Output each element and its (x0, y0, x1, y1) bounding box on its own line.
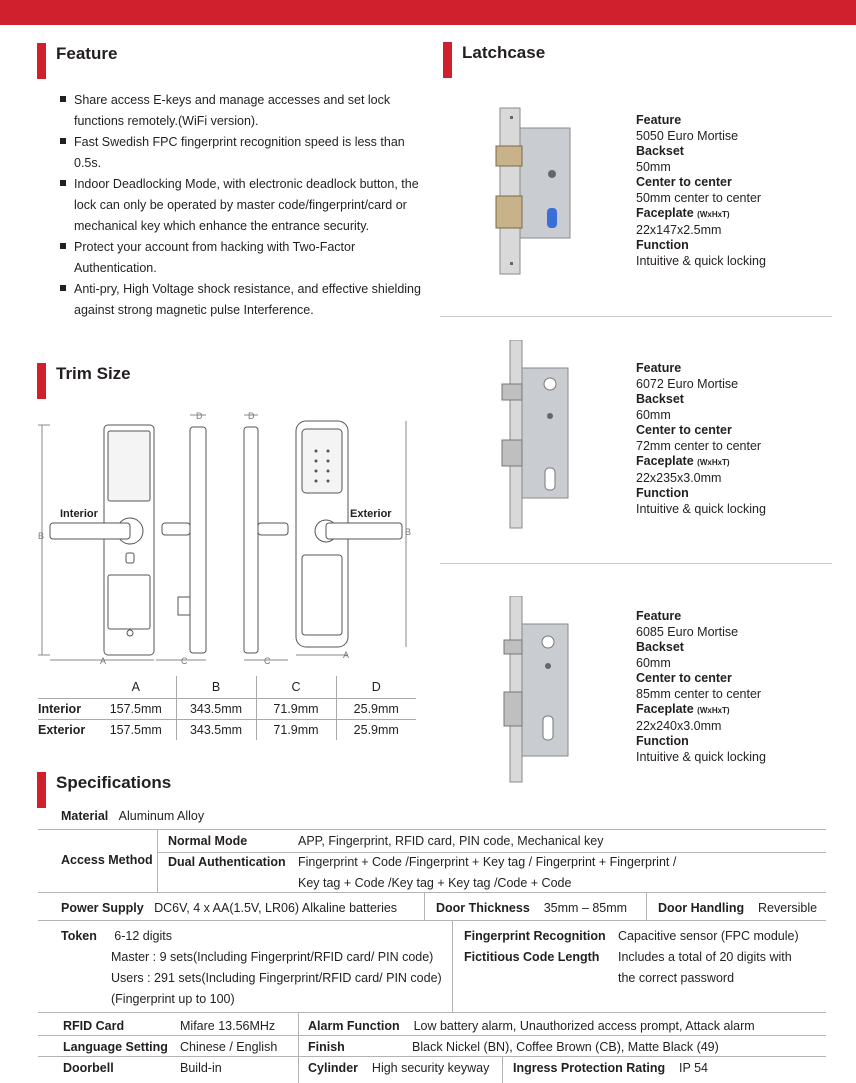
language-label: Language Setting (63, 1040, 168, 1054)
spec-value: 50mm center to center (636, 190, 762, 205)
rule (157, 829, 158, 892)
door-handling-label: Door Handling (658, 901, 745, 915)
rfid-value: Mifare 13.56MHz (180, 1019, 276, 1033)
feature-item: Fast Swedish FPC fingerprint recognition speed is less than 0.5s. (60, 132, 430, 174)
finish-value: Black Nickel (BN), Coffee Brown (CB), Matte Black (49) (412, 1040, 719, 1054)
dim-c-label: C (264, 656, 271, 666)
normal-mode-label: Normal Mode (168, 834, 248, 848)
table-header: A (131, 679, 140, 694)
table-header: D (336, 676, 416, 698)
section-accent-bar (37, 43, 46, 79)
finish-label: Finish (308, 1040, 345, 1054)
latchcase-6072-image (494, 340, 574, 530)
dual-auth-value-2: Key tag + Code /Key tag + Key tag /Code + Code (298, 876, 572, 890)
normal-mode-value: APP, Fingerprint, RFID card, PIN code, Mechanical key (298, 834, 604, 848)
latchcase-section-header (443, 42, 545, 78)
alarm-label: Alarm Function (308, 1019, 400, 1033)
dim-a-label: A (100, 656, 107, 666)
rule (38, 1056, 826, 1057)
fp-recognition-value: Capacitive sensor (FPC module) (618, 929, 799, 943)
table-cell: 25.9mm (336, 698, 416, 719)
feature-list (60, 90, 430, 321)
top-red-band (0, 0, 856, 25)
cylinder-label: Cylinder (308, 1061, 359, 1075)
spec-value: 72mm center to center (636, 438, 762, 453)
dim-b-label: B (38, 531, 45, 541)
spec-label: Center to center (636, 175, 732, 189)
latchcase-title: Latchcase (462, 43, 546, 62)
dim-b-label: B (405, 527, 412, 537)
power-label: Power Supply (61, 901, 144, 915)
spec-label: Center to center (636, 423, 732, 437)
fp-recognition-label: Fingerprint Recognition (464, 929, 606, 943)
alarm-value: Low battery alarm, Unauthorized access prompt, Attack alarm (413, 1019, 755, 1033)
access-method-label: Access Method (61, 853, 153, 867)
feature-title: Feature (56, 44, 118, 63)
spec-value: 22x147x2.5mm (636, 222, 722, 237)
latchcase-specs-2 (636, 361, 766, 517)
fingerprint-limit: (Fingerprint up to 100) (111, 992, 235, 1006)
specs-section-header (37, 772, 171, 808)
trim-size-drawing (38, 405, 418, 667)
spec-label: Feature (636, 361, 682, 375)
token-value: 6-12 digits (114, 929, 172, 943)
table-row (38, 719, 416, 740)
cylinder-value: High security keyway (371, 1061, 490, 1075)
fictitious-code-value-2: the correct password (618, 971, 735, 985)
material-value: Aluminum Alloy (118, 809, 205, 823)
spec-label: Center to center (636, 671, 732, 685)
trim-section-header (37, 363, 131, 399)
trim-title: Trim Size (56, 364, 131, 383)
door-thickness-label: Door Thickness (436, 901, 530, 915)
door-thickness-value: 35mm – 85mm (543, 901, 628, 915)
rfid-label: RFID Card (63, 1019, 125, 1033)
rule (157, 852, 826, 853)
fictitious-code-label: Fictitious Code Length (464, 950, 600, 964)
spec-value: 60mm (636, 655, 671, 670)
rule (424, 892, 425, 920)
power-value: DC6V, 4 x AA(1.5V, LR06) Alkaline batteries (154, 901, 398, 915)
latchcase-6085-image (500, 596, 580, 786)
spec-label: Faceplate (636, 206, 694, 220)
spec-value: 6085 Euro Mortise (636, 624, 739, 639)
table-cell: 71.9mm (256, 719, 336, 740)
spec-label: Backset (636, 640, 684, 654)
spec-value: 6072 Euro Mortise (636, 376, 739, 391)
rule (38, 920, 826, 921)
spec-label: Function (636, 734, 689, 748)
row-label: Exterior (38, 719, 96, 740)
fictitious-code-value-1: Includes a total of 20 digits with (618, 950, 792, 964)
spec-label: Faceplate (636, 454, 694, 468)
spec-value: 22x235x3.0mm (636, 470, 722, 485)
spec-label: Feature (636, 113, 682, 127)
door-handling-value: Reversible (758, 901, 818, 915)
spec-value: 60mm (636, 407, 671, 422)
divider (440, 563, 832, 564)
dual-auth-label: Dual Authentication (168, 855, 286, 869)
feature-item: Anti-pry, High Voltage shock resistance, and effective shielding against strong magnetic pulse Interference. (60, 279, 430, 321)
latchcase-specs-3 (636, 609, 766, 765)
spec-label: Backset (636, 144, 684, 158)
dim-a-label: A (343, 650, 350, 660)
dim-d-label: D (196, 411, 203, 421)
spec-value: Intuitive & quick locking (636, 501, 766, 516)
spec-value: 22x240x3.0mm (636, 718, 722, 733)
language-value: Chinese / English (180, 1040, 278, 1054)
spec-unit: (WxHxT) (697, 706, 730, 715)
spec-value: 50mm (636, 159, 671, 174)
user-sets: Users : 291 sets(Including Fingerprint/RFID card/ PIN code) (111, 971, 442, 985)
feature-item: Share access E-keys and manage accesses and set lock functions remotely.(WiFi version). (60, 90, 430, 132)
spec-value: Intuitive & quick locking (636, 253, 766, 268)
spec-unit: (WxHxT) (697, 458, 730, 467)
trim-dimension-table (38, 676, 416, 740)
table-header: C (256, 676, 336, 698)
doorbell-label: Doorbell (63, 1061, 114, 1075)
latchcase-5050-image (490, 104, 580, 276)
table-cell: 343.5mm (176, 698, 256, 719)
exterior-label: Exterior (350, 508, 392, 520)
table-cell: 25.9mm (336, 719, 416, 740)
spec-value: Intuitive & quick locking (636, 749, 766, 764)
row-label: Interior (38, 698, 96, 719)
rule (38, 1012, 826, 1013)
rule (298, 1012, 299, 1083)
interior-label: Interior (60, 508, 98, 520)
latchcase-specs-1 (636, 113, 766, 269)
dim-d-label: D (248, 411, 255, 421)
spec-label: Backset (636, 392, 684, 406)
section-accent-bar (37, 363, 46, 399)
spec-label: Function (636, 238, 689, 252)
spec-label: Feature (636, 609, 682, 623)
table-cell: 71.9mm (256, 698, 336, 719)
token-label: Token (61, 929, 97, 943)
material-label: Material (61, 809, 109, 823)
table-header: B (176, 676, 256, 698)
master-sets: Master : 9 sets(Including Fingerprint/RFID card/ PIN code) (111, 950, 434, 964)
table-cell: 343.5mm (176, 719, 256, 740)
rule (38, 1035, 826, 1036)
rule (38, 892, 826, 893)
ip-rating-value: IP 54 (679, 1061, 708, 1075)
rule (502, 1056, 503, 1083)
spec-label: Faceplate (636, 702, 694, 716)
section-accent-bar (37, 772, 46, 808)
feature-item: Indoor Deadlocking Mode, with electronic deadlock button, the lock can only be operated by master code/fingerprint/card or mechanical key which enhance the entrance security. (60, 174, 430, 237)
table-cell: 157.5mm (96, 719, 176, 740)
spec-value: 85mm center to center (636, 686, 762, 701)
feature-item: Protect your account from hacking with Two-Factor Authentication. (60, 237, 430, 279)
spec-unit: (WxHxT) (697, 210, 730, 219)
rule (452, 920, 453, 1012)
dual-auth-value-1: Fingerprint + Code /Fingerprint + Key tag / Fingerprint + Fingerprint / (298, 855, 677, 869)
table-cell: 157.5mm (96, 698, 176, 719)
spec-label: Function (636, 486, 689, 500)
specs-title: Specifications (56, 773, 172, 792)
section-accent-bar (443, 42, 452, 78)
divider (440, 316, 832, 317)
feature-section-header (37, 43, 117, 79)
ip-rating-label: Ingress Protection Rating (513, 1061, 666, 1075)
dim-c-label: C (181, 656, 188, 666)
table-row (38, 698, 416, 719)
doorbell-value: Build-in (180, 1061, 222, 1075)
spec-value: 5050 Euro Mortise (636, 128, 739, 143)
rule (646, 892, 647, 920)
